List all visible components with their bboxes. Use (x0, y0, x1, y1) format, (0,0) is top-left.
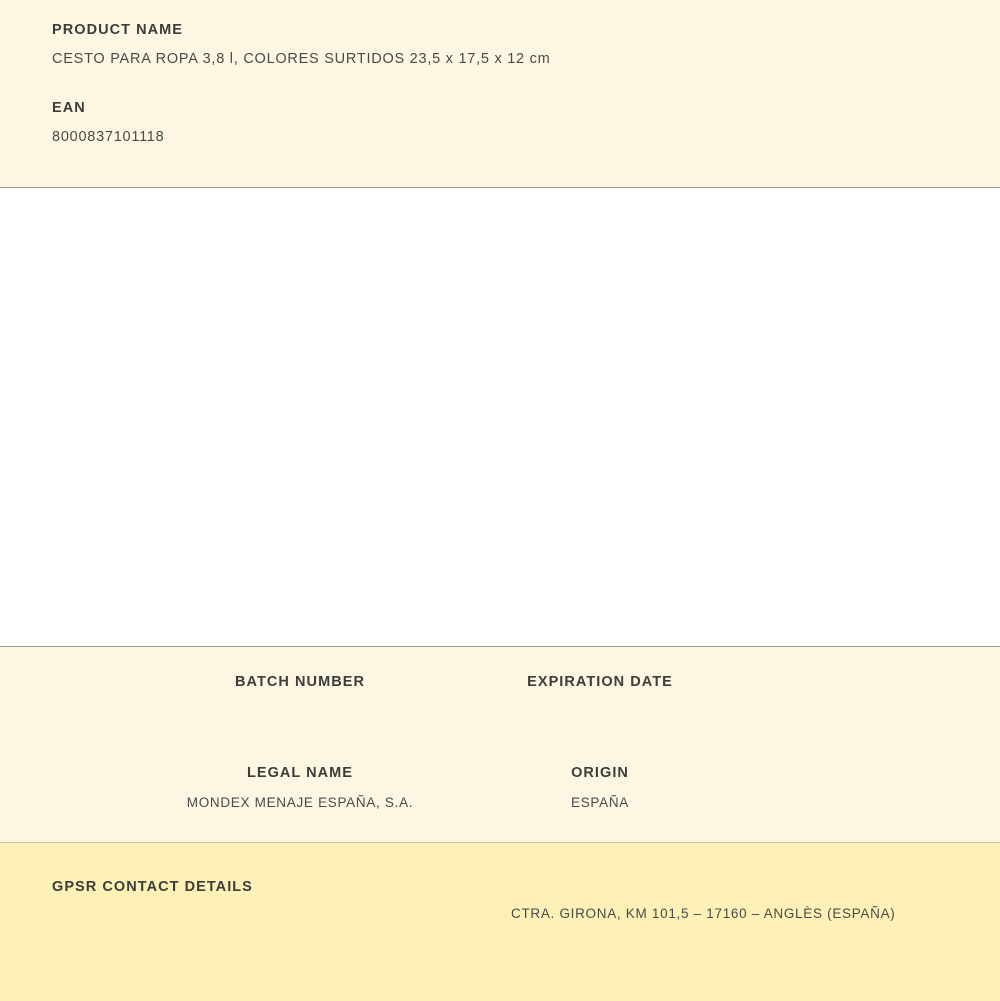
legal-name-field (150, 765, 450, 811)
gpsr-contact-block (0, 843, 1000, 1001)
batch-number-value (150, 703, 450, 719)
legal-origin-row (0, 719, 1000, 811)
ean-value: 8000837101118 (52, 128, 165, 145)
batch-number-label: BATCH NUMBER (235, 674, 365, 690)
product-image-area (0, 188, 1000, 647)
origin-field (450, 765, 750, 811)
legal-name-value: MONDEX MENAJE ESPAÑA, S.A. (186, 794, 414, 810)
product-name-label: PRODUCT NAME (52, 22, 184, 38)
expiration-date-field (450, 674, 750, 719)
batch-number-field (150, 674, 450, 719)
batch-expiration-row (0, 647, 1000, 719)
product-name-value: CESTO PARA ROPA 3,8 l, COLORES SURTIDOS 23,5 x 17,5 x 12 cm (52, 51, 551, 68)
product-identification-block (0, 0, 1000, 188)
product-name-field (0, 22, 1000, 69)
expiration-date-value (450, 703, 750, 719)
traceability-block (0, 647, 1000, 843)
ean-label: EAN (52, 99, 86, 116)
expiration-date-label: EXPIRATION DATE (527, 674, 673, 690)
gpsr-contact-address: CTRA. GIRONA, KM 101,5 – 17160 – ANGLÈS (ESPAÑA) (511, 906, 896, 921)
ean-field (0, 100, 1000, 147)
gpsr-contact-label: GPSR CONTACT DETAILS (52, 879, 253, 895)
legal-name-label: LEGAL NAME (246, 765, 354, 782)
origin-label: ORIGIN (571, 765, 629, 782)
origin-value: ESPAÑA (571, 794, 629, 810)
